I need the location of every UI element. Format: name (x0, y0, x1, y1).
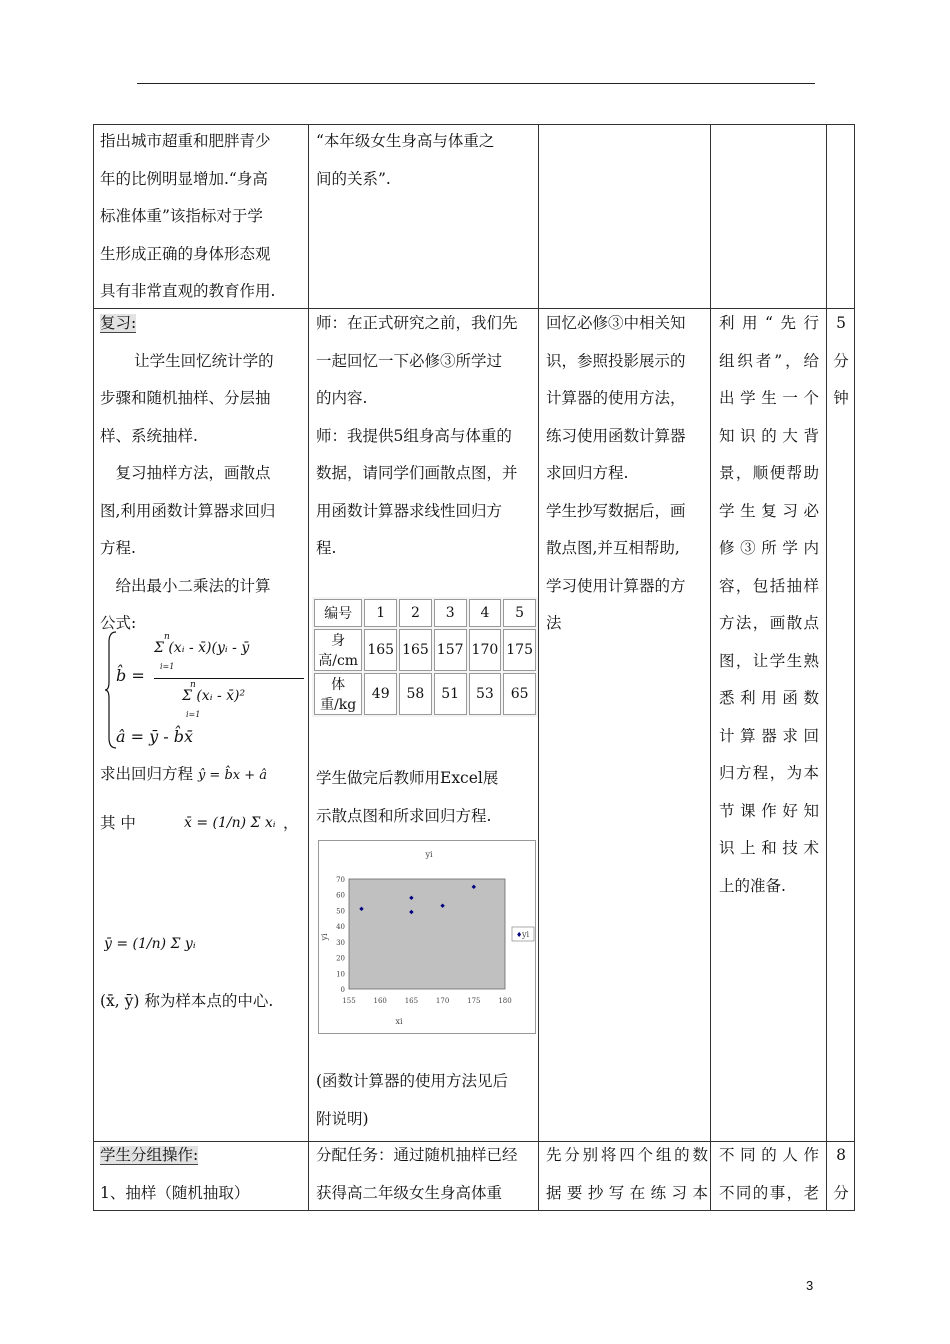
comma: ， (283, 814, 299, 832)
table-cell: 157 (434, 629, 467, 671)
text-line: 学生抄写数据后，画 (546, 501, 686, 520)
y-tick-label: 70 (336, 876, 345, 884)
column-divider (308, 124, 309, 1211)
y-bar-formula: ȳ = (1/n) Σ yᵢ (104, 936, 196, 952)
text-line: 据要抄写在练习本 (546, 1183, 708, 1202)
text-line: 公式: (100, 614, 137, 632)
text-line: 分 (833, 351, 849, 370)
table-cell: 身高/cm (314, 629, 362, 671)
text-line: 方程. (100, 539, 136, 557)
text-line: 具有非常直观的教育作用. (100, 282, 276, 300)
row3-col2 (316, 1137, 536, 1212)
text-line: 散点图,并互相帮助, (546, 539, 680, 557)
scatter-chart (318, 840, 536, 1034)
text-line: 学生做完后教师用Excel展 (316, 769, 499, 787)
table-header-row (314, 599, 536, 627)
column-divider (826, 124, 827, 1211)
column-divider (538, 124, 539, 1211)
table-cell: 体重/kg (314, 673, 362, 715)
section-heading-group-work: 学生分组操作: (100, 1146, 199, 1164)
row1-col1 (100, 123, 305, 311)
table-cell: 170 (469, 629, 502, 671)
text-line: 用函数计算器求线性回归方 (316, 501, 503, 520)
header-rule (137, 83, 815, 84)
text-line: 师：在正式研究之前，我们先 (316, 314, 518, 332)
table-cell: 1 (364, 599, 397, 627)
text-line: 组织者”，给 (719, 351, 819, 370)
text-line: 景，顺便帮助 (719, 464, 819, 482)
y-tick-label: 60 (336, 891, 345, 900)
text-line: 附说明) (316, 1109, 369, 1128)
text-line: 先分别将四个组的数 (546, 1146, 708, 1164)
regression-equation: ŷ = b̂x + â (197, 768, 268, 783)
y-tick-label: 0 (340, 986, 345, 994)
formula-numerator: Σ (xᵢ - x̄)(yᵢ - ȳ (154, 640, 250, 656)
where-label: 其 中 (100, 814, 136, 832)
text-line: 程. (316, 539, 337, 557)
text-line: 学生复习必 (719, 501, 819, 520)
row2-col2-after (316, 760, 536, 835)
plot-area (349, 879, 505, 989)
table-cell: 65 (503, 673, 536, 715)
table-cell: 3 (434, 599, 467, 627)
x-tick-label: 165 (404, 997, 419, 1005)
text-line: 标准体重”该指标对于学 (100, 207, 263, 225)
text-line: 知识的大背 (719, 426, 819, 445)
y-tick-label: 40 (336, 923, 345, 932)
text-line: 不同的人作 (719, 1146, 819, 1164)
text-line: 法 (546, 614, 562, 632)
x-tick-label: 160 (373, 997, 387, 1005)
text-line: 年的比例明显增加.“身高 (100, 169, 268, 188)
table-row (314, 673, 536, 715)
x-tick-label: 155 (342, 997, 356, 1005)
row2-col2 (316, 305, 536, 568)
table-cell: 2 (399, 599, 432, 627)
table-cell: 58 (399, 673, 432, 715)
y-tick-label: 50 (336, 907, 345, 916)
a-hat-formula: â = ȳ - b̂x̄ (116, 727, 193, 746)
text-line: 识，参照投影展示的 (546, 351, 686, 370)
text-line: 分配任务：通过随机抽样已经 (316, 1146, 518, 1164)
row2-col1 (100, 305, 305, 643)
legend-marker-icon: ♦ (516, 931, 523, 939)
text-line: 方法，画散点 (719, 614, 819, 632)
where-line (100, 805, 305, 843)
text-line: 样、系统抽样. (100, 426, 198, 445)
text-line: 钟 (833, 389, 849, 407)
x-axis-label: xi (395, 1017, 403, 1026)
text-line: 图，让学生熟 (719, 651, 819, 670)
row1-col2 (316, 123, 536, 198)
legend-label: yi (522, 930, 530, 939)
sum-upper-limit: n (164, 632, 170, 642)
y-bar-line (104, 925, 304, 964)
sum-lower-limit: i=1 (160, 662, 175, 671)
sample-center-line (100, 983, 305, 1021)
text-line: (函数计算器的使用方法见后 (316, 1072, 509, 1090)
column-divider (93, 124, 94, 1211)
text-line: 节课作好知 (719, 801, 819, 820)
section-heading-review: 复习: (100, 314, 137, 332)
text-line: 出学生一个 (719, 389, 819, 407)
regression-line (100, 756, 305, 795)
text-line: 练习使用函数计算器 (546, 426, 686, 445)
row3-col4 (719, 1137, 819, 1212)
table-right-border (854, 124, 855, 1211)
table-cell: 4 (469, 599, 502, 627)
text-line: “本年级女生身高与体重之 (316, 132, 495, 150)
chart-title: yi (425, 850, 433, 859)
table-row (314, 629, 536, 671)
text-line: 计算器求回 (719, 726, 819, 745)
row2-col4 (719, 305, 819, 905)
x-bar-formula: x̄ = (1/n) Σ xᵢ (184, 815, 276, 831)
text-line: 获得高二年级女生身高体重 (316, 1183, 503, 1202)
sum-lower-limit: i=1 (186, 710, 201, 719)
sample-center-text: (x̄, ȳ) 称为样本点的中心. (100, 992, 274, 1010)
row2-col2-note (316, 1063, 536, 1138)
table-cell: 53 (469, 673, 502, 715)
text-line: 回忆必修③中相关知 (546, 314, 686, 332)
row2-col3 (546, 305, 708, 643)
text-line: 让学生回忆统计学的 (134, 351, 274, 370)
text-line: 分 (833, 1183, 849, 1202)
x-tick-label: 180 (498, 997, 512, 1005)
table-cell: 165 (364, 629, 397, 671)
y-tick-label: 30 (336, 938, 345, 947)
text-line: 一起回忆一下必修③所学过 (316, 351, 503, 370)
text-line: 8 (836, 1146, 846, 1164)
fraction-bar (154, 678, 304, 679)
text-line: 复习抽样方法，画散点 (115, 464, 271, 482)
least-squares-formula (104, 630, 308, 752)
table-cell: 175 (503, 629, 536, 671)
text-line: 间的关系”. (316, 169, 391, 188)
text-line: 步骤和随机抽样、分层抽 (100, 389, 271, 407)
y-tick-label: 10 (336, 970, 345, 979)
text-line: 1、抽样（随机抽取） (100, 1183, 250, 1202)
height-weight-table (312, 597, 538, 717)
row3-col3 (546, 1137, 708, 1212)
text-line: 上的准备. (719, 876, 786, 895)
b-hat-symbol: b̂ = (116, 666, 145, 685)
y-tick-label: 20 (336, 954, 345, 963)
row2-col5-duration (828, 305, 854, 418)
text-line: 修③所学内 (719, 539, 819, 557)
table-cell: 5 (503, 599, 536, 627)
text-line: 生形成正确的身体形态观 (100, 244, 271, 263)
table-cell: 51 (434, 673, 467, 715)
x-tick-label: 175 (467, 997, 481, 1005)
text-line: 示散点图和所求回归方程. (316, 806, 492, 825)
text-line: 给出最小二乘法的计算 (115, 576, 271, 595)
text-line: 图,利用函数计算器求回归 (100, 501, 276, 520)
x-axis-ticks (342, 997, 511, 1005)
text-line: 指出城市超重和肥胖青少 (100, 132, 271, 150)
text-line: 悉利用函数 (719, 689, 819, 707)
formula-denominator: Σ (xᵢ - x̄)² (182, 688, 246, 704)
regression-label: 求出回归方程 (100, 765, 194, 783)
text-line: 归方程，为本 (719, 764, 819, 782)
text-line: 容，包括抽样 (719, 576, 819, 595)
y-axis-label: yi (320, 933, 329, 941)
text-line: 师：我提供5组身高与体重的 (316, 426, 512, 445)
x-tick-label: 170 (435, 997, 450, 1005)
text-line: 的内容. (316, 389, 368, 407)
table-cell: 49 (364, 673, 397, 715)
text-line: 学习使用计算器的方 (546, 576, 686, 595)
page-number: 3 (806, 1278, 814, 1293)
text-line: 计算器的使用方法， (546, 389, 686, 407)
text-line: 求回归方程. (546, 464, 629, 482)
scatter-chart-svg (319, 841, 535, 1033)
row3-col1 (100, 1137, 305, 1212)
table-cell: 编号 (314, 599, 362, 627)
text-line: 5 (836, 314, 846, 332)
column-divider (710, 124, 711, 1211)
text-line: 识上和技术 (719, 839, 819, 857)
sum-upper-limit: n (190, 680, 196, 690)
text-line: 不同的事，老 (719, 1183, 819, 1202)
row3-col5-duration (828, 1137, 854, 1212)
text-line: 数据，请同学们画散点图，并 (316, 464, 518, 482)
table-cell: 165 (399, 629, 432, 671)
y-axis-ticks (336, 876, 345, 994)
text-line: 利用“先行 (719, 314, 819, 332)
